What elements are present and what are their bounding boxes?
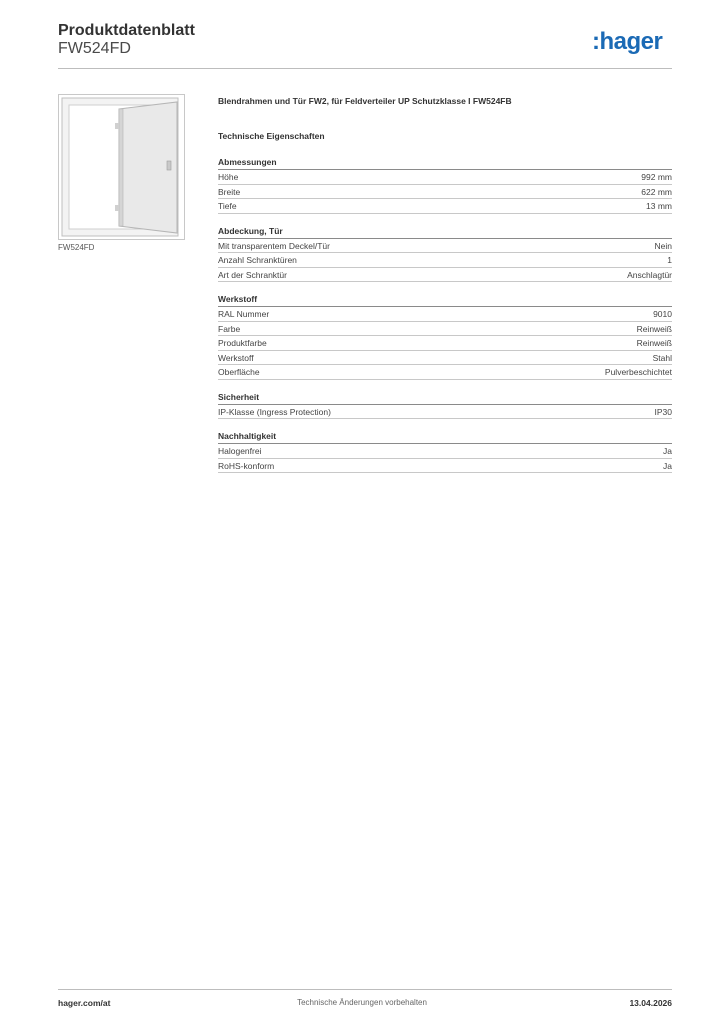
spec-label: Mit transparentem Deckel/Tür — [218, 240, 330, 251]
specifications-content — [218, 96, 672, 473]
spec-value: 622 mm — [641, 186, 672, 197]
section-title: Werkstoff — [218, 294, 672, 307]
spec-row — [218, 459, 672, 474]
product-image — [58, 94, 185, 240]
page-title: Produktdatenblatt — [58, 22, 195, 39]
spec-label: IP-Klasse (Ingress Protection) — [218, 406, 331, 417]
spec-row — [218, 185, 672, 200]
spec-value: Ja — [663, 446, 672, 456]
spec-row — [218, 336, 672, 351]
header-divider — [58, 68, 672, 69]
product-code: FW524FD — [58, 40, 131, 57]
spec-row — [218, 322, 672, 337]
spec-row — [218, 253, 672, 268]
spec-value: Nein — [654, 240, 672, 251]
section-safety — [218, 392, 672, 420]
spec-label: Produktfarbe — [218, 338, 267, 348]
technical-properties-heading: Technische Eigenschaften — [218, 131, 325, 141]
spec-label: Werkstoff — [218, 352, 254, 363]
section-title: Abmessungen — [218, 157, 672, 170]
footer-website: hager.com/at — [58, 998, 111, 1008]
spec-label: Höhe — [218, 172, 239, 182]
section-title: Abdeckung, Tür — [218, 226, 672, 239]
spec-row — [218, 239, 672, 254]
section-title: Sicherheit — [218, 392, 672, 405]
spec-label: RoHS-konform — [218, 460, 275, 471]
spec-label: Oberfläche — [218, 367, 260, 377]
section-title: Nachhaltigkeit — [218, 431, 672, 444]
spec-value: Reinweiß — [636, 338, 672, 348]
section-dimensions — [218, 157, 672, 214]
spec-value: Anschlagtür — [627, 269, 672, 280]
spec-row — [218, 170, 672, 185]
spec-label: Breite — [218, 186, 241, 197]
spec-value: Reinweiß — [636, 323, 672, 334]
spec-value: Stahl — [652, 352, 672, 363]
spec-row — [218, 444, 672, 459]
spec-value: 992 mm — [641, 172, 672, 182]
hager-logo: :hager — [592, 28, 663, 55]
spec-row — [218, 351, 672, 366]
frame-door-icon — [59, 95, 184, 239]
section-cover-door — [218, 226, 672, 283]
footer-notice: Technische Änderungen vorbehalten — [297, 998, 427, 1007]
spec-label: Art der Schranktür — [218, 269, 287, 280]
spec-row — [218, 405, 672, 420]
spec-value: IP30 — [654, 406, 672, 417]
spec-value: 13 mm — [646, 201, 672, 211]
spec-label: Halogenfrei — [218, 446, 262, 456]
product-image-caption: FW524FD — [58, 243, 95, 252]
spec-value: 1 — [667, 255, 672, 265]
spec-label: Farbe — [218, 323, 241, 334]
spec-label: Tiefe — [218, 201, 237, 211]
footer-divider — [58, 989, 672, 990]
spec-value: 9010 — [653, 309, 672, 319]
spec-label: RAL Nummer — [218, 309, 270, 319]
spec-row — [218, 199, 672, 214]
spec-row — [218, 268, 672, 283]
spec-value: Pulverbeschichtet — [604, 367, 672, 377]
spec-row — [218, 307, 672, 322]
section-material — [218, 294, 672, 380]
spec-value: Ja — [663, 460, 672, 471]
footer-date: 13.04.2026 — [629, 998, 672, 1008]
product-description: Blendrahmen und Tür FW2, für Feldverteiler UP Schutzklasse I FW524FB — [218, 96, 512, 106]
section-sustainability — [218, 431, 672, 473]
spec-label: Anzahl Schranktüren — [218, 255, 297, 265]
spec-row — [218, 365, 672, 380]
